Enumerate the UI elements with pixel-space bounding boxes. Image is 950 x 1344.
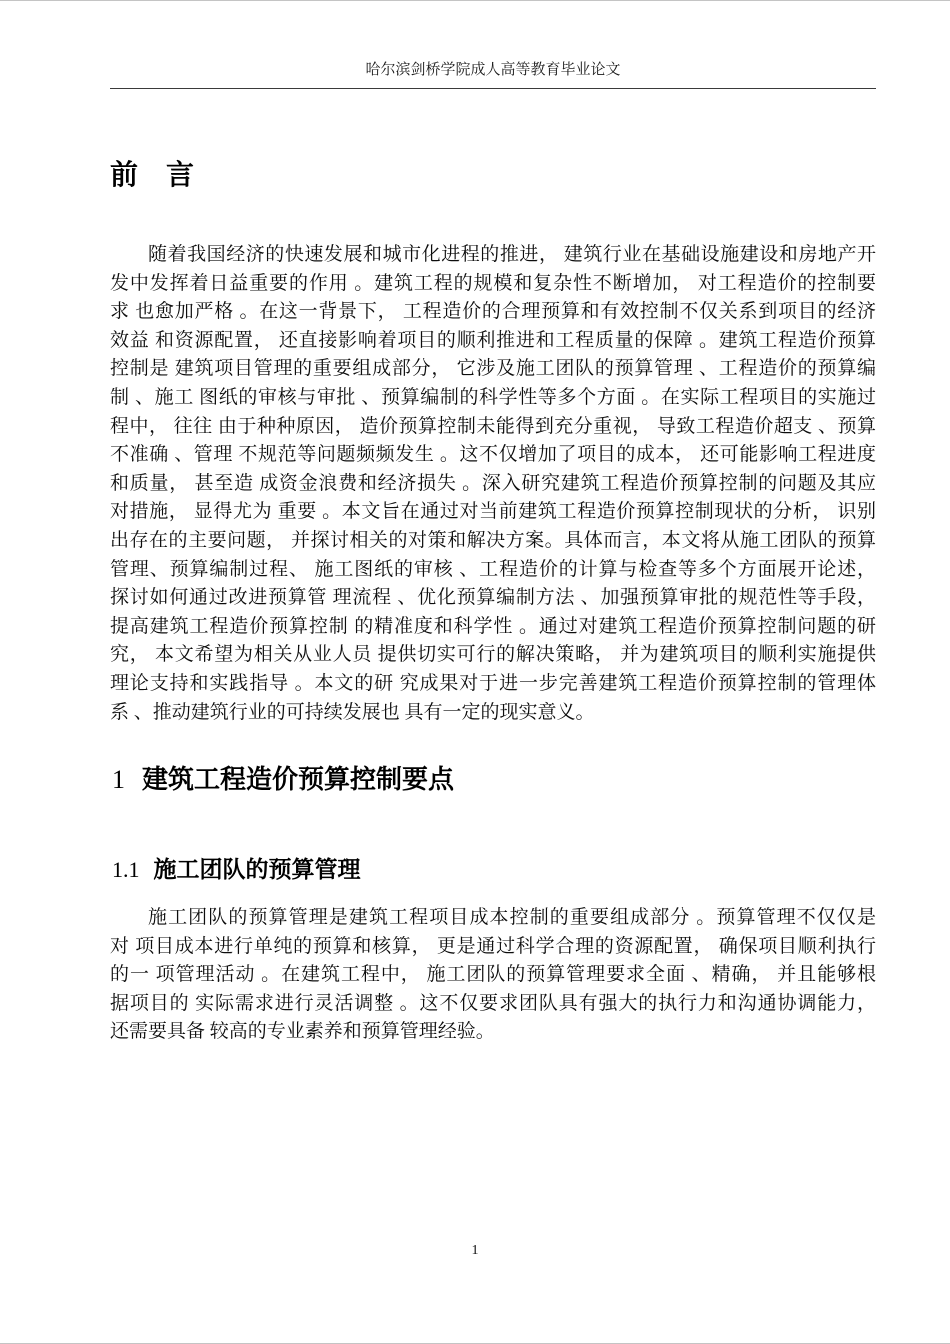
page-number: 1 <box>471 1243 479 1258</box>
running-header-text: 哈尔滨剑桥学院成人高等教育毕业论文 <box>365 62 621 78</box>
section-1-number: 1 <box>112 765 125 794</box>
section-1-1-paragraph: 施工团队的预算管理是建筑工程项目成本控制的重要组成部分 。预算管理不仅仅是 对 项目成本进行单纯的预算和核算， 更是通过科学合理的资源配置， 确保项目顺利执行 的一 项管理活动 。在建筑工程中， 施工团队的预算管理要求全面 、精确， 并且能够根 据项目的 实际需求进行灵活调整 。这不仅要求团队具有强大的执行力和沟通协调能力， 还需要具备 较高的专业素养和预算管理经验。 <box>110 907 876 1043</box>
preface-paragraph: 随着我国经济的快速发展和城市化进程的推进， 建筑行业在基础设施建设和房地产开 发中发挥着日益重要的作用 。建筑工程的规模和复杂性不断增加， 对工程造价的控制要 求 也愈加严格 。在这一背景下， 工程造价的合理预算和有效控制不仅关系到项目的经济 效益 和资源配置， 还直接影响着项目的顺利推进和工程质量的保障 。建筑工程造价预算 控制是 建筑项目管理的重要组成部分， 它涉及施工团队的预算管理 、工程造价的预算编 制 、施工 图纸的审核与审批 、预算编制的科学性等多个方面 。在实际工程项目的实施过 程中， 往往 由于种种原因， 造价预算控制未能得到充分重视， 导致工程造价超支 、预算 不准确 、管理 不规范等问题频频发生 。这不仅增加了项目的成本， 还可能影响工程进度 和质量， 甚至造 成资金浪费和经济损失 。深入研究建筑工程造价预算控制的问题及其应 对措施， 显得尤为 重要 。本文旨在通过对当前建筑工程造价预算控制现状的分析， 识别 出存在的主要问题， 并探讨相关的对策和解决方案。具体而言，本文将从施工团队的预算 管理、预算编制过程、 施工图纸的审核 、工程造价的计算与检查等多个方面展开论述， 探讨如何通过改进预算管 理流程 、优化预算编制方法 、加强预算审批的规范性等手段， 提高建筑工程造价预算控制 的精准度和科学性 。通过对建筑工程造价预算控制问题的研 究， 本文希望为相关从业人员 提供切实可行的解决策略， 并为建筑项目的顺利实施提供 理论支持和实践指导 。本文的研 究成果对于进一步完善建筑工程造价预算控制的管理体 系 、推动建筑行业的可持续发展也 具有一定的现实意义。 <box>110 244 876 723</box>
section-1-1-title: 施工团队的预算管理 <box>153 856 361 882</box>
section-1-title: 建筑工程造价预算控制要点 <box>142 764 455 794</box>
preface-title: 前 言 <box>110 159 195 190</box>
section-1-heading <box>112 762 454 797</box>
section-1-1-number: 1.1 <box>112 857 140 882</box>
section-1-1-heading <box>112 854 361 885</box>
header-divider-line <box>110 88 876 89</box>
